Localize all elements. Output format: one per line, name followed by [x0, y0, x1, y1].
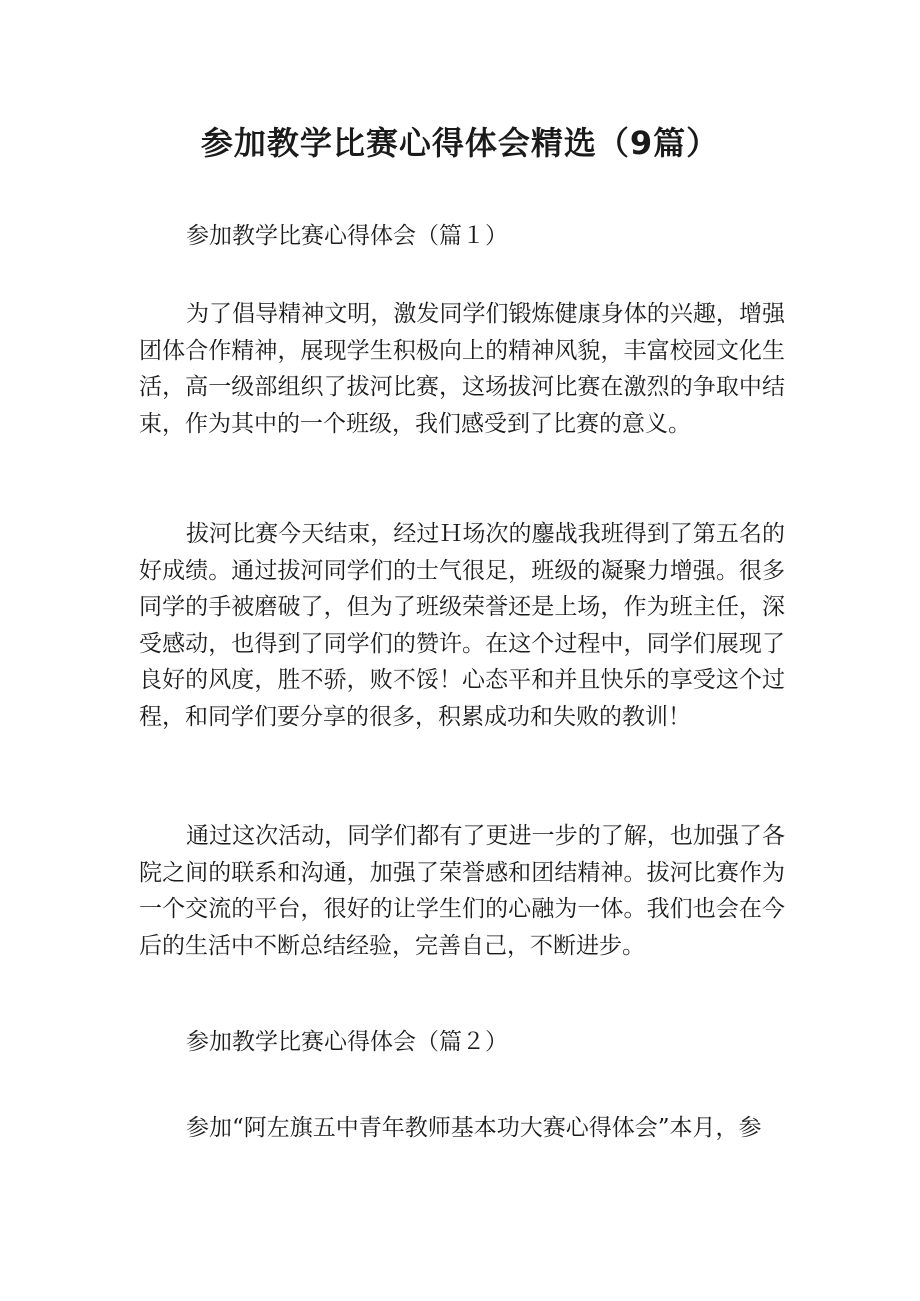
- paragraph-3: 通过这次活动，同学们都有了更进一步的了解，也加强了各院之间的联系和沟通，加强了荣誉感和团结精神。拔河比赛作为一个交流的平台，很好的让学生们的心融为一体。我们也会在今后的生活中不断总结经验，完善自己，不断进步。: [139, 823, 785, 959]
- paragraph-4: 参加“阿左旗五中青年教师基本功大赛心得体会”本月，参: [186, 1115, 762, 1141]
- section-heading-1: 参加教学比赛心得体会（篇１）: [186, 223, 508, 249]
- paragraph-2: 拔河比赛今天结束，经过Ｈ场次的鏖战我班得到了第五名的好成绩。通过拔河同学们的士气很足，班级的凝聚力增强。很多同学的手被磨破了，但为了班级荣誉还是上场，作为班主任，深受感动，也得到了同学们的赞许。在这个过程中，同学们展现了良好的风度，胜不骄，败不馁！心态平和并且快乐的享受这个过程，和同学们要分享的很多，积累成功和失败的教训！: [139, 521, 785, 730]
- paragraph-1: 为了倡导精神文明，激发同学们锻炼健康身体的兴趣，增强团体合作精神，展现学生积极向上的精神风貌，丰富校园文化生活，高一级部组织了拔河比赛，这场拔河比赛在激烈的争取中结束，作为其中的一个班级，我们感受到了比赛的意义。: [139, 301, 785, 437]
- section-heading-2: 参加教学比赛心得体会（篇２）: [186, 1029, 508, 1055]
- document-title: 参加教学比赛心得体会精选（9篇）: [200, 124, 720, 162]
